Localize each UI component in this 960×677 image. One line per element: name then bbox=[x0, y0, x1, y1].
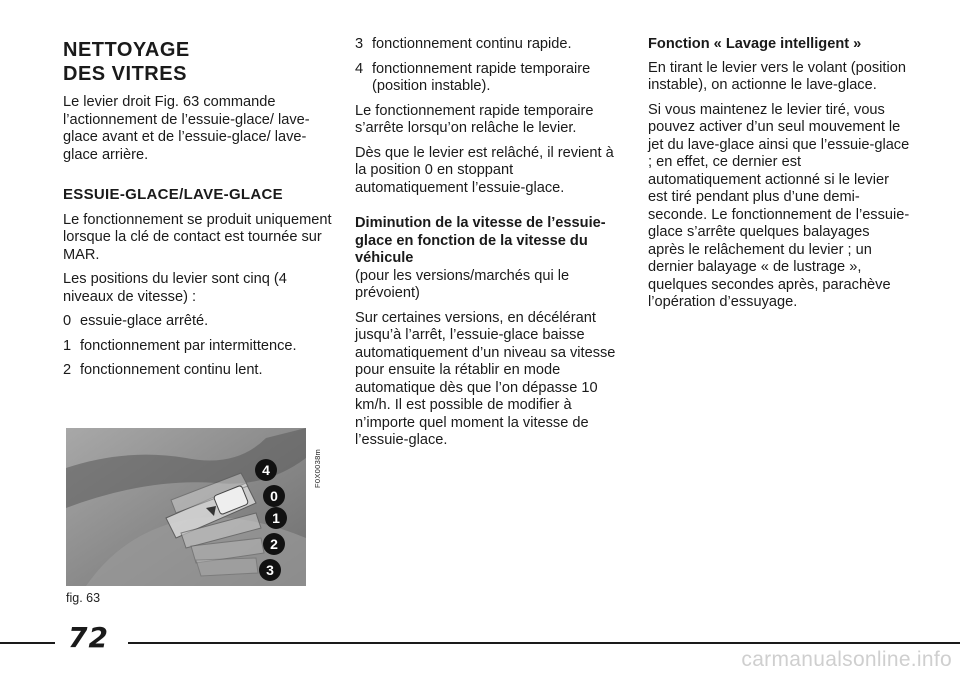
subsection-heading: ESSUIE-GLACE/LAVE-GLACE bbox=[63, 186, 283, 203]
column-left bbox=[63, 36, 333, 387]
watermark: carmanualsonline.info bbox=[741, 648, 952, 671]
smart-wash-paragraph-2: Si vous maintenez le levier tiré, vous pouvez activer d’un seul mouvement le jet du lave-glace ainsi que l’essuie-glace ; en effet, ce dernier est automatiquement actionné si le levier est tiré pendant plus d’une demi-seconde. Le fonctionnement de l’essuie-glace s’arrête quelques balayages après le relâchement du levier ; un dernier balayage « de lustrage », quelques secondes après, parachève l’opération d’essuyage. bbox=[648, 101, 910, 310]
figure-code: F0X0038m bbox=[313, 448, 322, 488]
speed-heading: Diminution de la vitesse de l’essuie-glace en fonction de la vitesse du véhicule bbox=[355, 215, 606, 266]
section-title-line1: NETTOYAGE bbox=[63, 39, 190, 61]
speed-paragraph: Sur certaines versions, en décélérant jusqu’à l’arrêt, l’essuie-glace baisse automatiquement d’un niveau sa vitesse pour ensuite la rétablir en mode automatique dès que l’on dépasse 10 km/h. Il est possible de modifier à n’importe quel moment la vitesse de l’essuie-glace. bbox=[355, 309, 616, 448]
position-item-0: 0 essuie-glace arrêté. bbox=[63, 313, 209, 329]
section-title bbox=[63, 38, 333, 86]
marker-1 bbox=[264, 506, 288, 535]
smart-wash-paragraph-1: En tirant le levier vers le volant (position instable), on actionne le lave-glace. bbox=[648, 59, 906, 93]
marker-3-label: 3 bbox=[266, 562, 274, 578]
marker-4-label: 4 bbox=[262, 462, 270, 478]
footer-rule-left bbox=[0, 642, 55, 644]
page-number: 72 bbox=[68, 621, 109, 654]
operation-paragraph: Le fonctionnement se produit uniquement lorsque la clé de contact est tournée sur MAR. bbox=[63, 211, 332, 263]
marker-4 bbox=[254, 458, 278, 487]
marker-1-label: 1 bbox=[272, 510, 280, 526]
smart-wash-heading: Fonction « Lavage intelligent » bbox=[648, 36, 862, 52]
section-title-line2: DES VITRES bbox=[63, 63, 187, 85]
positions-paragraph: Les positions du levier sont cinq (4 niveaux de vitesse) : bbox=[63, 271, 287, 305]
position-item-1: 1 fonctionnement par intermittence. bbox=[63, 337, 297, 354]
position-item-3: 3 fonctionnement continu rapide. bbox=[355, 36, 572, 52]
position-item-4: 4 fonctionnement rapide temporaire (position instable). bbox=[355, 60, 591, 94]
speed-note: (pour les versions/marchés qui le prévoient) bbox=[355, 267, 570, 301]
marker-2 bbox=[262, 532, 286, 561]
release-paragraph: Dès que le levier est relâché, il revient à la position 0 en stoppant automatiquement l’essuie-glace. bbox=[355, 144, 614, 196]
column-middle bbox=[355, 36, 617, 457]
figure-caption: fig. 63 bbox=[66, 591, 101, 605]
intro-paragraph: Le levier droit Fig. 63 commande l’actionnement de l’essuie-glace/ lave-glace avant et de l’essuie-glace/ lave-glace arrière. bbox=[63, 94, 310, 163]
position-item-2: 2 fonctionnement continu lent. bbox=[63, 362, 263, 378]
wiper-lever-figure bbox=[66, 428, 306, 586]
marker-3 bbox=[258, 558, 282, 586]
rapid-paragraph: Le fonctionnement rapide temporaire s’arrête lorsqu’on relâche le levier. bbox=[355, 102, 594, 136]
column-right bbox=[648, 36, 910, 319]
footer-rule-right bbox=[128, 642, 960, 644]
marker-2-label: 2 bbox=[270, 536, 278, 552]
marker-0-label: 0 bbox=[270, 488, 278, 504]
